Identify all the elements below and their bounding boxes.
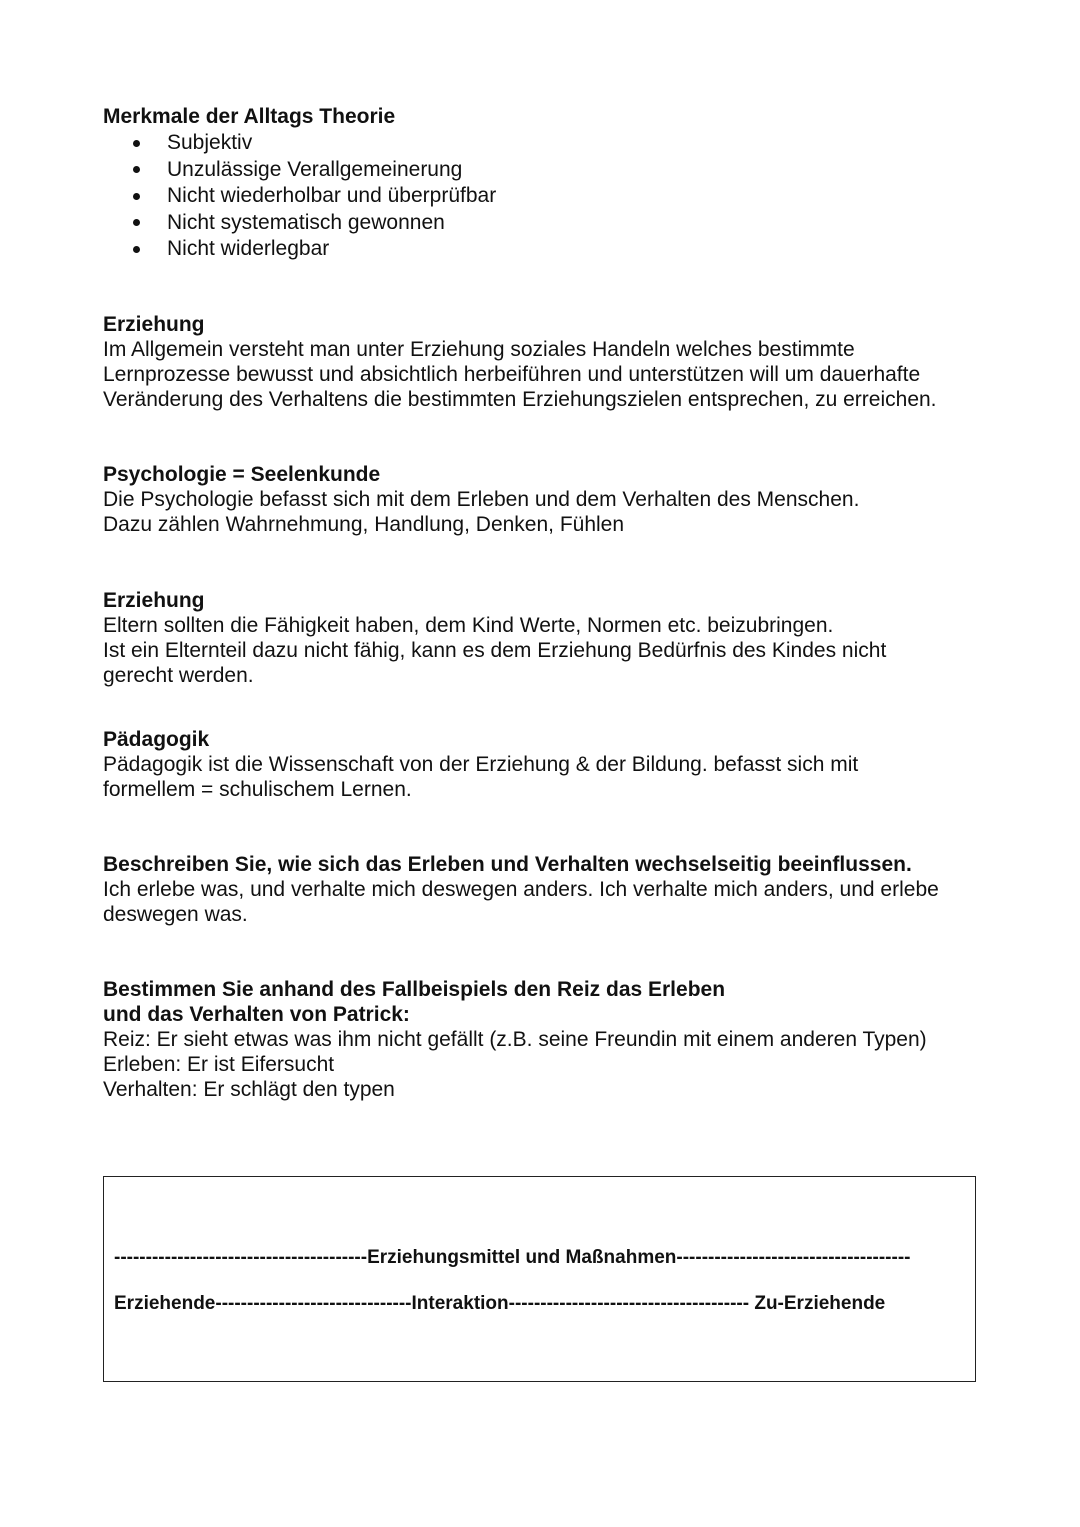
paragraph-line: Ist ein Elternteil dazu nicht fähig, kann es dem Erziehung Bedürfnis des Kindes nicht xyxy=(103,639,887,662)
paragraph-line: formellem = schulischem Lernen. xyxy=(103,778,412,801)
erleben-heading: Beschreiben Sie, wie sich das Erleben und Verhalten wechselseitig beeinflussen. xyxy=(103,853,912,876)
paragraph-line: Reiz: Er sieht etwas was ihm nicht gefällt (z.B. seine Freundin mit einem anderen Typen) xyxy=(103,1028,927,1051)
paragraph-line: Pädagogik ist die Wissenschaft von der Erziehung & der Bildung. befasst sich mit xyxy=(103,753,859,776)
paragraph-line: Erleben: Er ist Eifersucht xyxy=(103,1053,335,1076)
erziehung1-heading: Erziehung xyxy=(103,313,205,336)
bullet-icon xyxy=(133,166,140,173)
diagram-top-line: ----------------------------------------Erziehungsmittel und Maßnahmen------------------------------------- xyxy=(114,1247,911,1268)
list-item: Nicht widerlegbar xyxy=(133,236,496,263)
fallbeispiel-heading: Bestimmen Sie anhand des Fallbeispiels den Reiz das Erleben xyxy=(103,978,726,1001)
paragraph-line: Dazu zählen Wahrnehmung, Handlung, Denken, Fühlen xyxy=(103,513,625,536)
fallbeispiel-heading: und das Verhalten von Patrick: xyxy=(103,1003,410,1026)
list-item: Unzulässige Verallgemeinerung xyxy=(133,157,496,184)
list-item: Subjektiv xyxy=(133,130,496,157)
paragraph-line: gerecht werden. xyxy=(103,664,254,687)
bullet-icon xyxy=(133,246,140,253)
psychologie-heading: Psychologie = Seelenkunde xyxy=(103,463,381,486)
alltag-heading: Merkmale der Alltags Theorie xyxy=(103,105,396,128)
paragraph-line: deswegen was. xyxy=(103,903,248,926)
alltag-list xyxy=(133,130,496,263)
paragraph-line: Eltern sollten die Fähigkeit haben, dem Kind Werte, Normen etc. beizubringen. xyxy=(103,614,834,637)
list-item: Nicht systematisch gewonnen xyxy=(133,210,496,237)
bullet-icon xyxy=(133,219,140,226)
paragraph-line: Die Psychologie befasst sich mit dem Erleben und dem Verhalten des Menschen. xyxy=(103,488,860,511)
bullet-icon xyxy=(133,140,140,147)
list-item: Nicht wiederholbar und überprüfbar xyxy=(133,183,496,210)
paragraph-line: Lernprozesse bewusst und absichtlich herbeiführen und unterstützen will um dauerhafte xyxy=(103,363,921,386)
erziehung2-heading: Erziehung xyxy=(103,589,205,612)
paragraph-line: Veränderung des Verhaltens die bestimmten Erziehungszielen entsprechen, zu erreichen. xyxy=(103,388,937,411)
diagram-bottom-line: Erziehende-------------------------------Interaktion-------------------------------------- Zu-Erziehende xyxy=(114,1293,886,1314)
paedagogik-heading: Pädagogik xyxy=(103,728,210,751)
paragraph-line: Verhalten: Er schlägt den typen xyxy=(103,1078,395,1101)
paragraph-line: Im Allgemein versteht man unter Erziehung soziales Handeln welches bestimmte xyxy=(103,338,855,361)
paragraph-line: Ich erlebe was, und verhalte mich deswegen anders. Ich verhalte mich anders, und erlebe xyxy=(103,878,939,901)
erziehung-diagram-box xyxy=(103,1176,976,1382)
bullet-icon xyxy=(133,193,140,200)
